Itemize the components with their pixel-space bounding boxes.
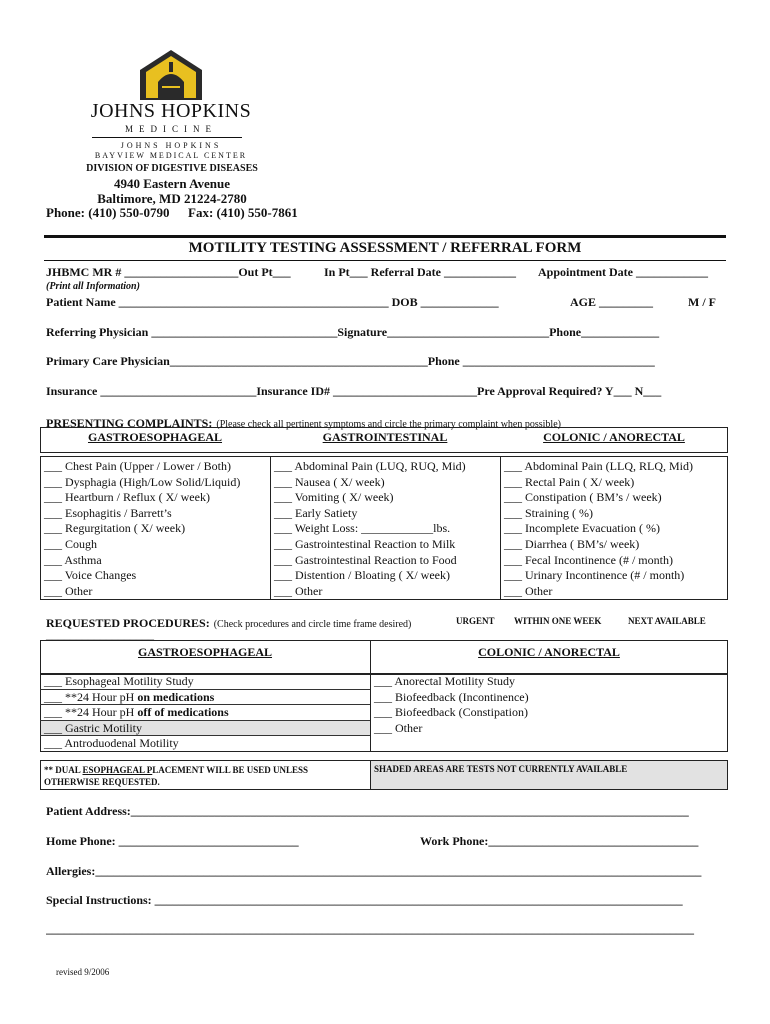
- print-note: (Print all Information): [46, 281, 140, 292]
- revision-note: revised 9/2006: [56, 967, 110, 977]
- ge-symptom-cough[interactable]: ___ Cough: [44, 536, 98, 551]
- ca-symptom-list: [504, 459, 726, 599]
- complaints-header-ge: GASTROESOPHAGEAL: [87, 430, 223, 444]
- ca-symptom-diarrhea[interactable]: ___ Diarrhea ( BM’s/ week): [504, 536, 640, 551]
- ca-symptom-straining[interactable]: ___ Straining ( %): [504, 505, 593, 520]
- procedure-gastric-motility-label: ___ Gastric Motility: [44, 720, 142, 735]
- ca-symptom-incomplete-evacuation[interactable]: ___ Incomplete Evacuation ( %): [504, 521, 660, 536]
- insurance-field[interactable]: Insurance __________________________Insurance ID# ________________________Pre Approval Required? Y___ N___: [46, 384, 662, 398]
- complaints-divider-1: [270, 456, 271, 600]
- fax: Fax: (410) 550-7861: [188, 205, 298, 220]
- form-title: MOTILITY TESTING ASSESSMENT / REFERRAL FORM: [188, 240, 582, 256]
- sex-field[interactable]: M / F: [688, 295, 716, 309]
- procedure-ph-off-meds-bold: off of medications: [137, 705, 229, 720]
- primary-care-field[interactable]: Primary Care Physician___________________________________________Phone ________________________________: [46, 354, 655, 368]
- ge-symptom-chest-pain[interactable]: ___ Chest Pain (Upper / Lower / Both): [44, 459, 231, 473]
- gi-symptom-list: [274, 459, 498, 599]
- complaints-note: (Please check all pertinent symptoms and circle the primary complaint when possible): [216, 419, 561, 430]
- special-instructions-extra-line[interactable]: ____________________________________________________________________________________________________________: [46, 922, 694, 936]
- ge-procedure-list: [44, 674, 368, 752]
- ge-symptom-esophagitis[interactable]: ___ Esophagitis / Barrett’s: [44, 505, 172, 520]
- complaints-divider-2: [500, 456, 501, 600]
- inpt-referral-field[interactable]: In Pt___ Referral Date ____________: [324, 265, 516, 279]
- footnote-prefix: ** DUAL: [44, 765, 83, 775]
- referring-physician-field[interactable]: Referring Physician _______________________________Signature___________________________Phone_____________: [46, 325, 660, 339]
- division-name: DIVISION OF DIGESTIVE DISEASES: [86, 163, 258, 174]
- home-phone-field[interactable]: Home Phone: ______________________________: [46, 834, 299, 848]
- ge-symptom-voice-changes[interactable]: ___ Voice Changes: [44, 568, 137, 583]
- logo-subtitle: MEDICINE: [125, 124, 217, 134]
- procedure-ph-on-meds-bold: on medications: [137, 689, 215, 704]
- procedure-ph-off-meds[interactable]: [44, 705, 368, 721]
- center-subtitle: BAYVIEW MEDICAL CENTER: [94, 151, 248, 160]
- work-phone-field[interactable]: Work Phone:___________________________________: [420, 834, 699, 848]
- timeframe-within-one-week[interactable]: WITHIN ONE WEEK: [514, 616, 602, 626]
- title-rule-bottom: [44, 260, 726, 261]
- center-name: JOHNS HOPKINS: [120, 141, 222, 150]
- allergies-field[interactable]: Allergies:_____________________________________________________________________________________________________: [46, 864, 702, 878]
- procedure-biofeedback-incontinence[interactable]: ___ Biofeedback (Incontinence): [374, 689, 529, 704]
- gi-symptom-vomiting[interactable]: ___ Vomiting ( X/ week): [274, 490, 394, 505]
- logo-divider: [92, 137, 242, 138]
- dual-placement-footnote: [44, 764, 368, 788]
- gi-symptom-weight-loss[interactable]: ___ Weight Loss: ____________lbs.: [274, 521, 451, 536]
- gi-symptom-nausea[interactable]: ___ Nausea ( X/ week): [274, 474, 385, 489]
- procedures-header-ge: GASTROESOPHAGEAL: [137, 645, 273, 659]
- ca-symptom-rectal-pain[interactable]: ___ Rectal Pain ( X/ week): [504, 474, 635, 489]
- procedure-anorectal-motility[interactable]: ___ Anorectal Motility Study: [374, 674, 515, 688]
- phone: Phone: (410) 550-0790: [46, 205, 170, 220]
- ge-symptom-other[interactable]: ___ Other: [44, 583, 93, 598]
- procedures-body-divider: [370, 674, 371, 752]
- ge-symptom-regurgitation[interactable]: ___ Regurgitation ( X/ week): [44, 521, 186, 536]
- patient-address-field[interactable]: Patient Address:_____________________________________________________________________________________________: [46, 804, 689, 818]
- footnote-line-2: OTHERWISE REQUESTED.: [44, 777, 160, 787]
- patient-name-dob-field[interactable]: Patient Name _____________________________________________ DOB _____________: [46, 295, 499, 309]
- procedure-esophageal-motility[interactable]: [44, 674, 368, 690]
- title-rule-top: [44, 235, 726, 238]
- ca-symptom-urinary-incontinence[interactable]: ___ Urinary Incontinence (# / month): [504, 568, 685, 583]
- shaded-areas-note: SHADED AREAS ARE TESTS NOT CURRENTLY AVAILABLE: [374, 764, 628, 774]
- age-field[interactable]: AGE _________: [570, 295, 654, 309]
- complaints-header-ca: COLONIC / ANORECTAL: [543, 430, 685, 444]
- ca-symptom-abdominal-pain[interactable]: ___ Abdominal Pain (LLQ, RLQ, Mid): [504, 459, 693, 473]
- procedures-blank-line[interactable]: __________________: [46, 628, 154, 642]
- timeframe-urgent[interactable]: URGENT: [456, 616, 495, 626]
- gi-symptom-distention[interactable]: ___ Distention / Bloating ( X/ week): [274, 568, 450, 583]
- procedure-esophageal-motility-label: ___ Esophageal Motility Study: [44, 674, 194, 688]
- procedures-footer-divider: [370, 760, 371, 790]
- procedure-antroduodenal-motility-label: ___ Antroduodenal Motility: [44, 736, 179, 751]
- address-line-1: 4940 Eastern Avenue: [113, 176, 231, 191]
- procedure-biofeedback-constipation[interactable]: ___ Biofeedback (Constipation): [374, 705, 528, 720]
- ge-symptom-dysphagia[interactable]: ___ Dysphagia (High/Low Solid/Liquid): [44, 474, 241, 489]
- procedures-note: (Check procedures and circle time frame desired): [213, 619, 412, 630]
- appointment-date-field[interactable]: Appointment Date ____________: [538, 265, 708, 279]
- gi-symptom-other[interactable]: ___ Other: [274, 583, 323, 598]
- ca-symptom-constipation[interactable]: ___ Constipation ( BM’s / week): [504, 490, 662, 505]
- procedures-header-ca: COLONIC / ANORECTAL: [478, 645, 620, 659]
- mr-field[interactable]: JHBMC MR # ___________________Out Pt___: [46, 265, 291, 279]
- procedure-antroduodenal-motility[interactable]: [44, 736, 368, 752]
- procedures-heading-label: REQUESTED PROCEDURES:: [46, 616, 210, 630]
- ca-procedure-list: [374, 674, 726, 736]
- gi-symptom-food-reaction[interactable]: ___ Gastrointestinal Reaction to Food: [274, 552, 457, 567]
- logo: [132, 48, 210, 102]
- address-line-2: Baltimore, MD 21224-2780: [97, 191, 247, 206]
- gi-symptom-abdominal-pain[interactable]: ___ Abdominal Pain (LUQ, RUQ, Mid): [274, 459, 466, 473]
- timeframe-next-available[interactable]: NEXT AVAILABLE: [628, 616, 706, 626]
- ge-symptom-heartburn[interactable]: ___ Heartburn / Reflux ( X/ week): [44, 490, 210, 505]
- ge-symptom-list: [44, 459, 268, 599]
- procedure-gastric-motility[interactable]: [44, 721, 368, 737]
- footnote-underlined: ESOPHAGEAL P: [82, 765, 153, 775]
- ca-symptom-fecal-incontinence[interactable]: ___ Fecal Incontinence (# / month): [504, 552, 673, 567]
- footnote-suffix: LACEMENT WILL BE USED UNLESS: [152, 765, 309, 775]
- procedure-other[interactable]: ___ Other: [374, 720, 423, 735]
- gi-symptom-milk-reaction[interactable]: ___ Gastrointestinal Reaction to Milk: [274, 536, 456, 551]
- complaints-heading-label: PRESENTING COMPLAINTS:: [46, 416, 213, 430]
- logo-title: JOHNS HOPKINS: [90, 100, 252, 122]
- gi-symptom-early-satiety[interactable]: ___ Early Satiety: [274, 505, 358, 520]
- procedure-ph-on-meds-label: ___ **24 Hour pH: [44, 689, 138, 704]
- special-instructions-field[interactable]: Special Instructions: ________________________________________________________________________________________: [46, 893, 683, 907]
- johns-hopkins-dome-icon: [132, 48, 210, 102]
- ca-symptom-other[interactable]: ___ Other: [504, 583, 553, 598]
- complaints-header-gi: GASTROINTESTINAL: [322, 430, 448, 444]
- procedure-ph-on-meds[interactable]: [44, 690, 368, 706]
- ge-symptom-asthma[interactable]: ___ Asthma: [44, 552, 102, 567]
- procedure-ph-off-meds-label: ___ **24 Hour pH: [44, 705, 138, 720]
